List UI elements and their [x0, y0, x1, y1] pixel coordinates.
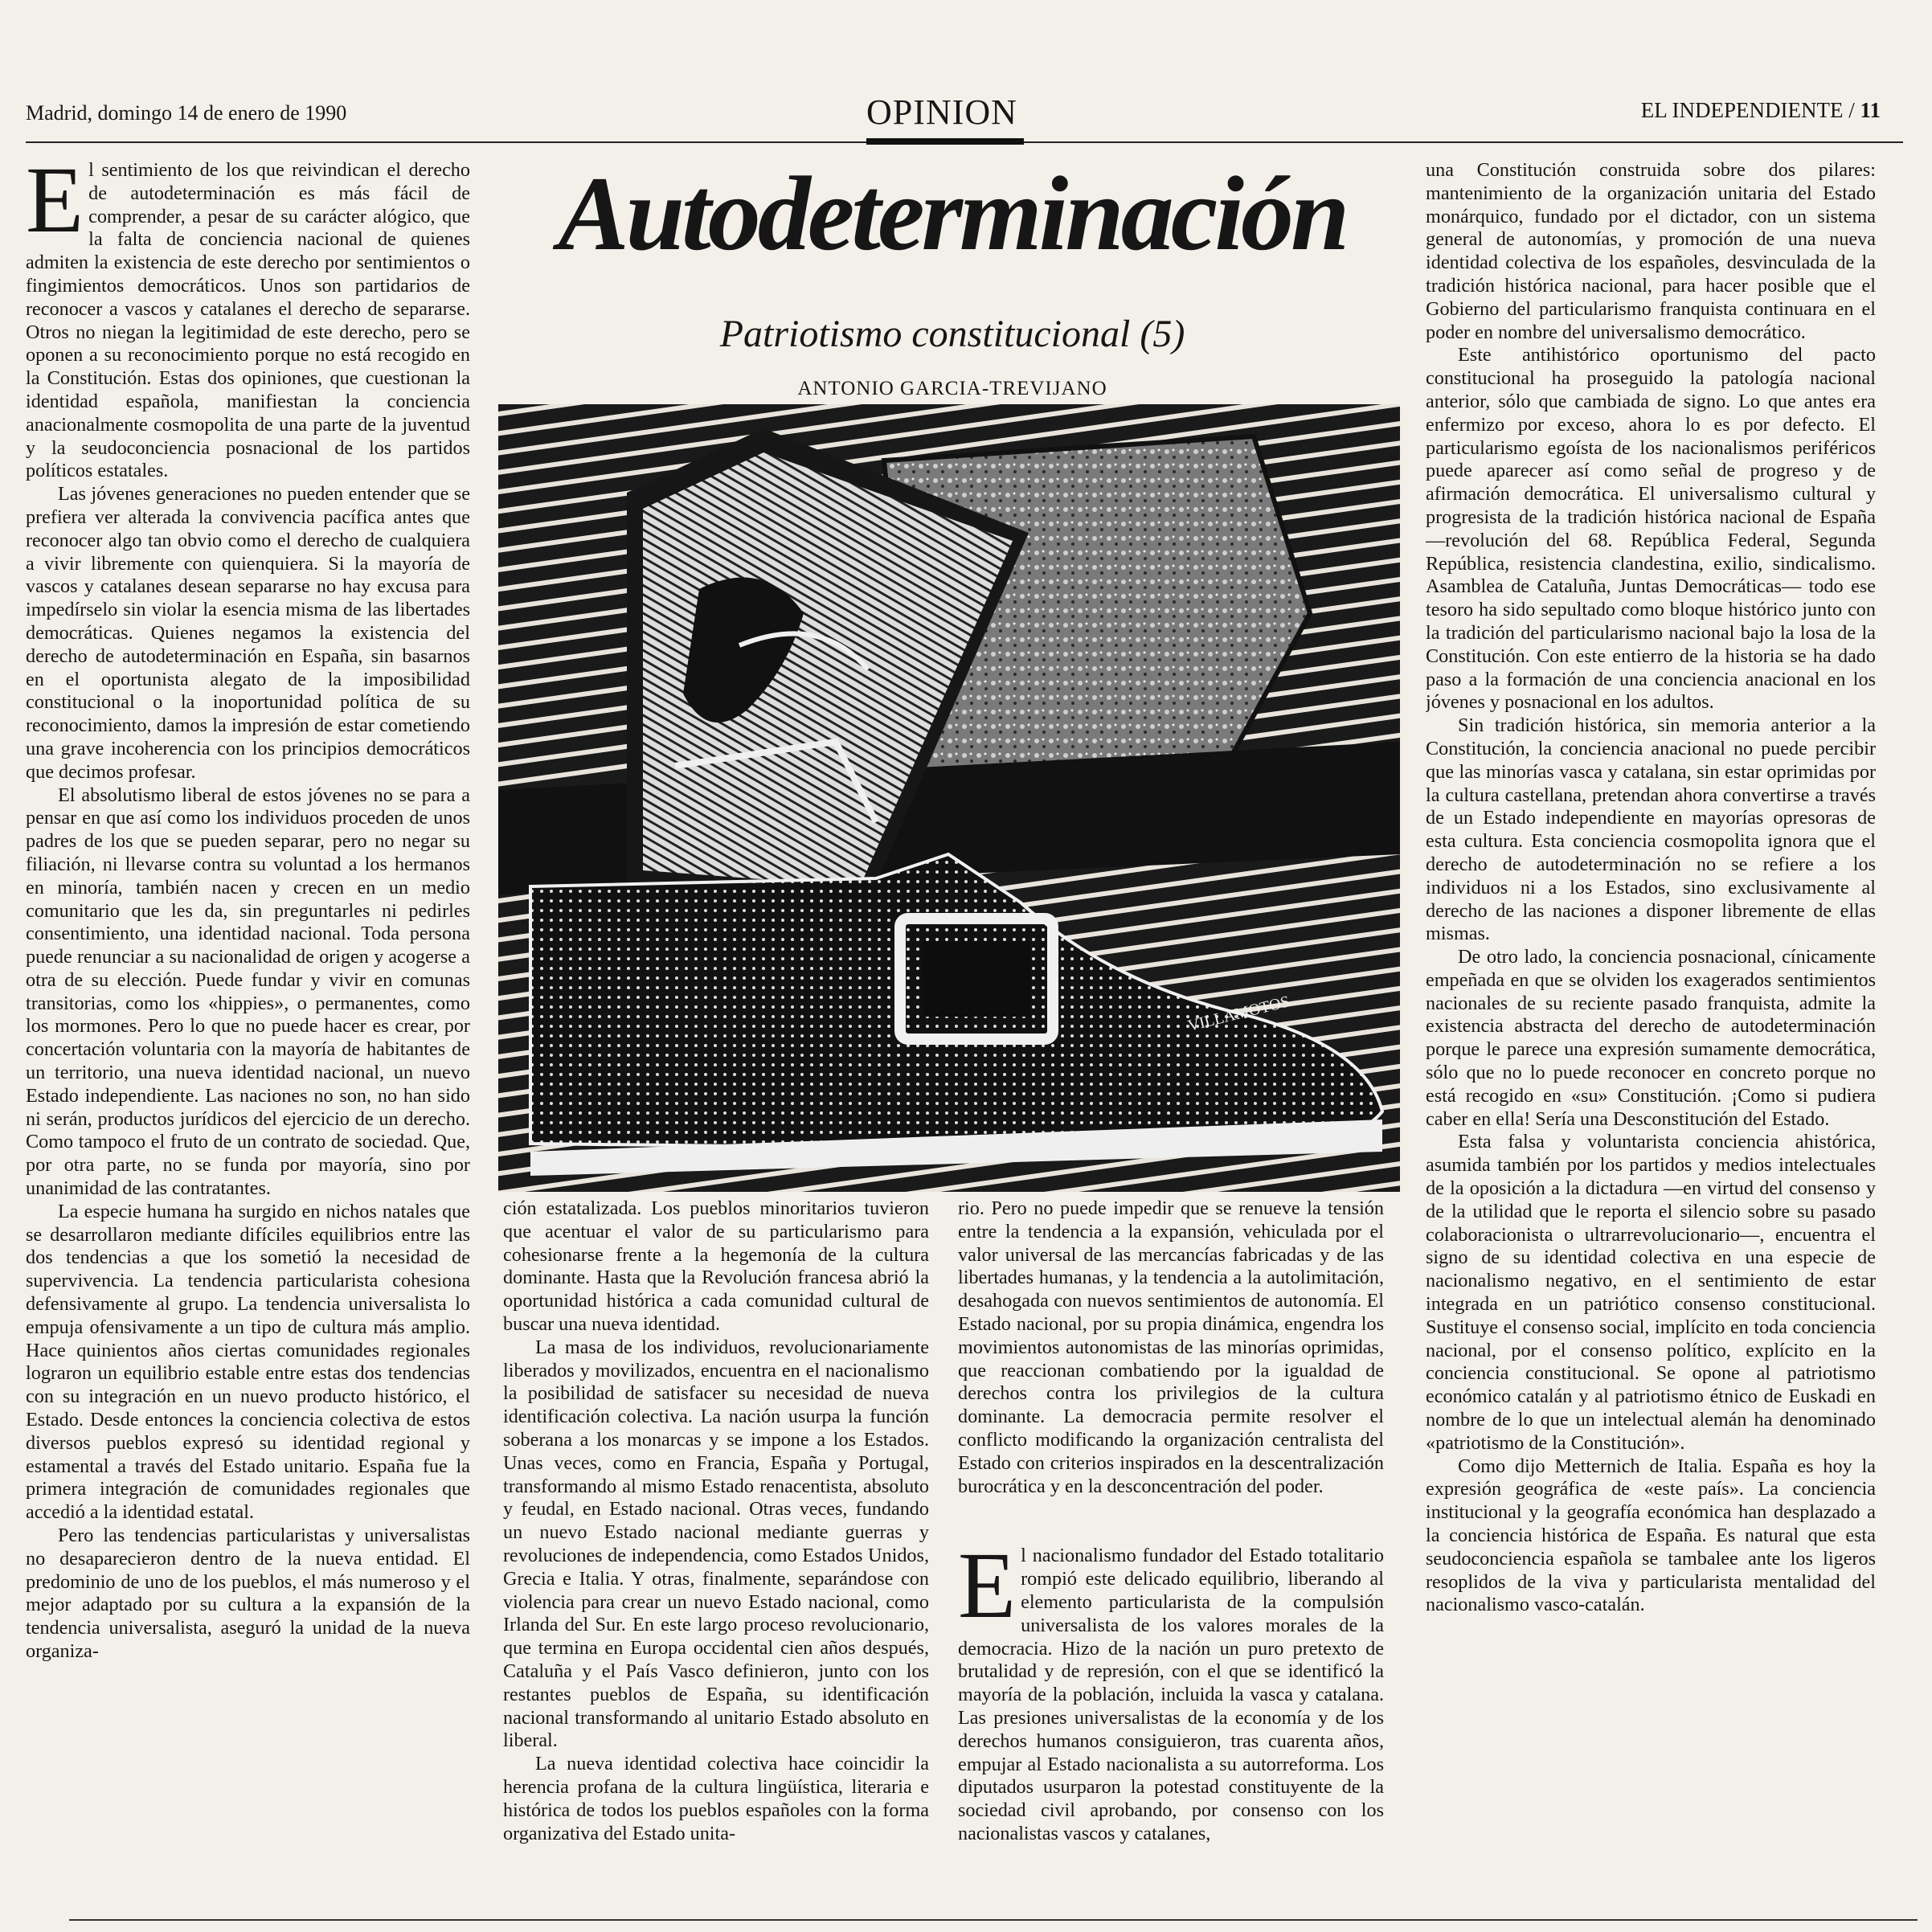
- article-paragraph: El absolutismo liberal de estos jóvenes no se para a pensar en que así como los individuos proceden de unos padres de los que se pueden separar, pero no negar su filiación, ni llevarse contra su voluntad a los hermanos en minoría, también nacen y crecen en un medio comunitario que les da, sin preguntarles ni pedirles consentimiento, una identidad nacional. Toda persona puede renunciar a su nacionalidad de origen y acogerse a otra de su elección. Puede fundar y vivir en comunas transitorias, como los «hippies», o permanentes, como los mormones. Pero lo que no puede hacer es crear, por concertación voluntaria con la mayoría de habitantes de un territorio, una nueva identidad nacional, un nuevo Estado independiente. Las naciones no son, no han sido ni serán, productos jurídicos del ejercicio de un derecho. Como tampoco el fruto de un contrato de sociedad. Que, por otra parte, no se funda por mayoría, sino por unanimidad de las contratantes.: [26, 784, 470, 1200]
- article-paragraph: Como dijo Metternich de Italia. España es hoy la expresión geográfica de «este país». La conciencia institucional y la geografía económica han desplazado a la conciencia histórica de España. Es natural que esta seudoconciencia española se tambalee ante los ligeros resoplidos de la viva y particularista mentalidad del nacionalismo vasco-catalán.: [1426, 1455, 1876, 1616]
- publication-title: EL INDEPENDIENTE: [1640, 98, 1844, 122]
- publication-name: EL INDEPENDIENTE / 11: [1640, 98, 1881, 122]
- section-underline: [866, 138, 1024, 145]
- article-column-3: [958, 1197, 1384, 1897]
- illustration-signature: VILLAMOTOS: [1185, 993, 1291, 1035]
- article-illustration: [498, 404, 1400, 1192]
- article-paragraph: ción estatalizada. Los pueblos minoritarios tuvieron que acentuar el valor de su particularismo para cohesionarse frente a la hegemonía de la cultura dominante. Hasta que la Revolución francesa abrió la oportunidad histórica a cada comunidad cultural de buscar una nueva identidad.: [503, 1197, 929, 1335]
- article-subtitle: Patriotismo constitucional (5): [719, 313, 1185, 355]
- article-paragraph: [26, 159, 470, 483]
- article-column-4: [1426, 159, 1876, 1895]
- paragraph-text: l sentimiento de los que reivindican el derecho de autodeterminación es más fácil de comprender, a pesar de su carácter alógico, que la falta de conciencia nacional de quienes admiten la existencia de este derecho por sentimientos o fingimientos democráticos. Unos son partidarios de reconocer a vascos y catalanes el derecho de separarse. Otros no niegan la legitimidad de este derecho, pero se oponen a su reconocimiento porque no está recogido en la Constitución. Estas dos opiniones, que cuestionan la identidad española, manifiestan la conciencia anacionalmente cosmopolita de una parte de la juventud y la seudoconciencia posnacional de los partidos políticos estatales.: [26, 159, 470, 482]
- page-number: 11: [1860, 98, 1881, 122]
- article-paragraph: rio. Pero no puede impedir que se renueve la tensión entre la tendencia a la expansión, vehiculada por el valor universal de las mercancías fabricadas y de las libertades humanas, y la tendencia a la autolimitación, desahogada con nuevos sentimientos de autonomía. El Estado nacional, por su propia dinámica, engendra los movimientos autonomistas de las minorías oprimidas, que reaccionan combatiendo por la igualdad de derechos contra los privilegios de la cultura dominante. La democracia permite resolver el conflicto modificando la organización centralista del Estado con criterios inspirados en la descentralización burocrática y en la desconcentración del poder.: [958, 1197, 1384, 1497]
- article-paragraph: La masa de los individuos, revolucionariamente liberados y movilizados, encuentra en el nacionalismo la posibilidad de satisfacer su necesidad de nueva identificación colectiva. La nación usurpa la función soberana a los monarcas y se impone a los Estados. Unas veces, como en Francia, España y Portugal, transformando al mismo Estado renacentista, absoluto y feudal, en Estado nacional. Otras veces, fundando un nuevo Estado nacional mediante guerras y revoluciones de independencia, como Estados Unidos, Grecia e Italia. Y otras, finalmente, separándose con violencia para crear un nuevo Estado nacional, como Irlanda del Sur. En este largo proceso revolucionario, que termina en Europa occidental cien años después, Cataluña y el País Vasco definieron, junto con los restantes pueblos de España, su identificación nacional transformando al unitario Estado absoluto en liberal.: [503, 1336, 929, 1752]
- article-title: Autodeterminación: [558, 154, 1347, 272]
- article-column-2: [503, 1197, 929, 1897]
- header-date: Madrid, domingo 14 de enero de 1990: [26, 101, 347, 125]
- section-label: OPINION: [866, 92, 1017, 132]
- article-paragraph: [958, 1533, 1384, 1845]
- article-paragraph: De otro lado, la conciencia posnacional, cínicamente empeñada en que se olviden los exagerados sentimientos nacionales de su reciente pasado franquista, admite la existencia abstracta del derecho de autodeterminación porque le parece una expresión sumamente democrática, sólo que no lo puede reconocer en concreto porque no está recogido en «su» Constitución. ¡Como si pudiera caber en ella! Sería una Desconstitución del Estado.: [1426, 946, 1876, 1130]
- article-paragraph: Pero las tendencias particularistas y universalistas no desaparecieron dentro de la nueva entidad. El predominio de uno de los pueblos, el más numeroso y el mejor adaptado por su cultura a la expansión de la tendencia universalista, aseguró la unidad de la nueva organiza-: [26, 1525, 470, 1662]
- paragraph-text: l nacionalismo fundador del Estado totalitario rompió este delicado equilibrio, liberando al elemento particularista de la compulsión universalista de los valores morales de la democracia. Hizo de la nación un puro pretexto de brutalidad y de represión, con el que se identificó la mayoría de la población, incluida la vasca y catalana. Las presiones universalistas de la economía y de los derechos humanos consiguieron, tras cuarenta años, empujar al Estado nacionalista a su autorreforma. Los diputados usurparon la potestad constituyente de la sociedad civil aprobando, por consenso con los nacionalistas vascos y catalanes,: [958, 1545, 1384, 1844]
- drop-cap: E: [26, 159, 84, 252]
- article-paragraph: Este antihistórico oportunismo del pacto constitucional ha proseguido la patología nacional anterior, sólo que cambiada de signo. Lo que antes era enfermizo por exceso, ahora lo es por defecto. El particularismo egoísta de los nacionalismos periféricos puede aparecer así como señal de progreso y de afirmación democrática. El universalismo cultural y progresista de la tradición histórica nacional de España —revolución del 68. República Federal, Segunda República, resistencia clandestina, exilio, sindicalismo. Asamblea de Cataluña, Juntas Democráticas— todo ese tesoro ha sido sepultado como bloque histórico junto con la tradición del particularismo nacional bajo la losa de la Constitución. Con este entierro de la historia se ha dado paso a la formación de una conciencia anacional en los jóvenes y posnacional en los adultos.: [1426, 344, 1876, 714]
- drop-cap: E: [958, 1533, 1017, 1639]
- article-paragraph: Sin tradición histórica, sin memoria anterior a la Constitución, la conciencia anacional no puede percibir que las minorías vasca y catalana, sin estar oprimidas por la cultura castellana, pretendan ahora convertirse a través de un Estado independiente en mayorías opresoras de esta cultura. Esta conciencia cosmopolita ignora que el derecho de autodeterminación no se refiere a los individuos ni a los Estados, sino exclusivamente al derecho de las naciones a disponer libremente de ellas mismas.: [1426, 714, 1876, 945]
- article-paragraph: La nueva identidad colectiva hace coincidir la herencia profana de la cultura lingüística, literaria e histórica de todos los pueblos españoles con la forma organizativa del Estado unita-: [503, 1753, 929, 1844]
- shoe-woodcut-image: [498, 404, 1400, 1192]
- article-paragraph: Esta falsa y voluntarista conciencia ahistórica, asumida también por los partidos y medios intelectuales de la oposición a la dictadura —en virtud del consenso y de la utilidad que le reporta el silencio sobre su pasado colaboracionista o ultrarrevolucionario—, encuentra el signo de su identidad colectiva en una especie de nacionalismo negativo, en el sentimiento de estar integrada en un patriótico consenso constitucional. Sustituye el consenso social, implícito en toda conciencia nacional, por el consenso político, explícito en la conciencia constitucional. Se opone al patriotismo económico catalán y al patriotismo étnico de Euskadi en nombre de lo que un intelectual alemán ha denominado «patriotismo de la Constitución».: [1426, 1131, 1876, 1454]
- article-paragraph: una Constitución construida sobre dos pilares: mantenimiento de la organización unitaria del Estado monárquico, fundado por el dictador, con un sistema general de autonomías, y promoción de una nueva identidad colectiva de los españoles, desvinculada de la tradición histórica nacional, para hacer posible que el Gobierno del particularismo franquista continuara en el poder en nombre del universalismo democrático.: [1426, 159, 1876, 343]
- article-byline: ANTONIO GARCIA-TREVIJANO: [797, 378, 1107, 399]
- footer-rule: [69, 1919, 1918, 1921]
- article-column-1: [26, 159, 470, 1895]
- article-paragraph: La especie humana ha surgido en nichos natales que se desarrollaron mediante difíciles equilibrios entre las dos tendencias a que los sometió la necesidad de supervivencia. La tendencia particularista cohesiona defensivamente al grupo. La tendencia universalista lo empuja ofensivamente a un tipo de cultura más amplio. Hace quinientos años ciertas comunidades regionales lograron un equilibrio estable entre estas dos tendencias con su integración en un nuevo producto histórico, el Estado. Desde entonces la conciencia colectiva de estos diversos pueblos expresó su identidad regional y estamental a través del Estado unitario. España fue la primera integración de comunidades regionales que accedió a la identidad estatal.: [26, 1200, 470, 1524]
- article-paragraph: Las jóvenes generaciones no pueden entender que se prefiera ver alterada la convivencia pacífica antes que reconocer algo tan obvio como el derecho de cualquiera a vivir libremente con quienquiera. Si la mayoría de vascos y catalanes desean separarse no hay excusa para impedírselo sin violar la esencia misma de las libertades democráticas. Quienes negamos la existencia del derecho de autodeterminación en España, sin basarnos en el oportunista alegato de la imposibilidad constitucional o la inoportunidad política de su reconocimiento, damos la impresión de estar cometiendo una grave incoherencia con los principios democráticos que decimos profesar.: [26, 483, 470, 783]
